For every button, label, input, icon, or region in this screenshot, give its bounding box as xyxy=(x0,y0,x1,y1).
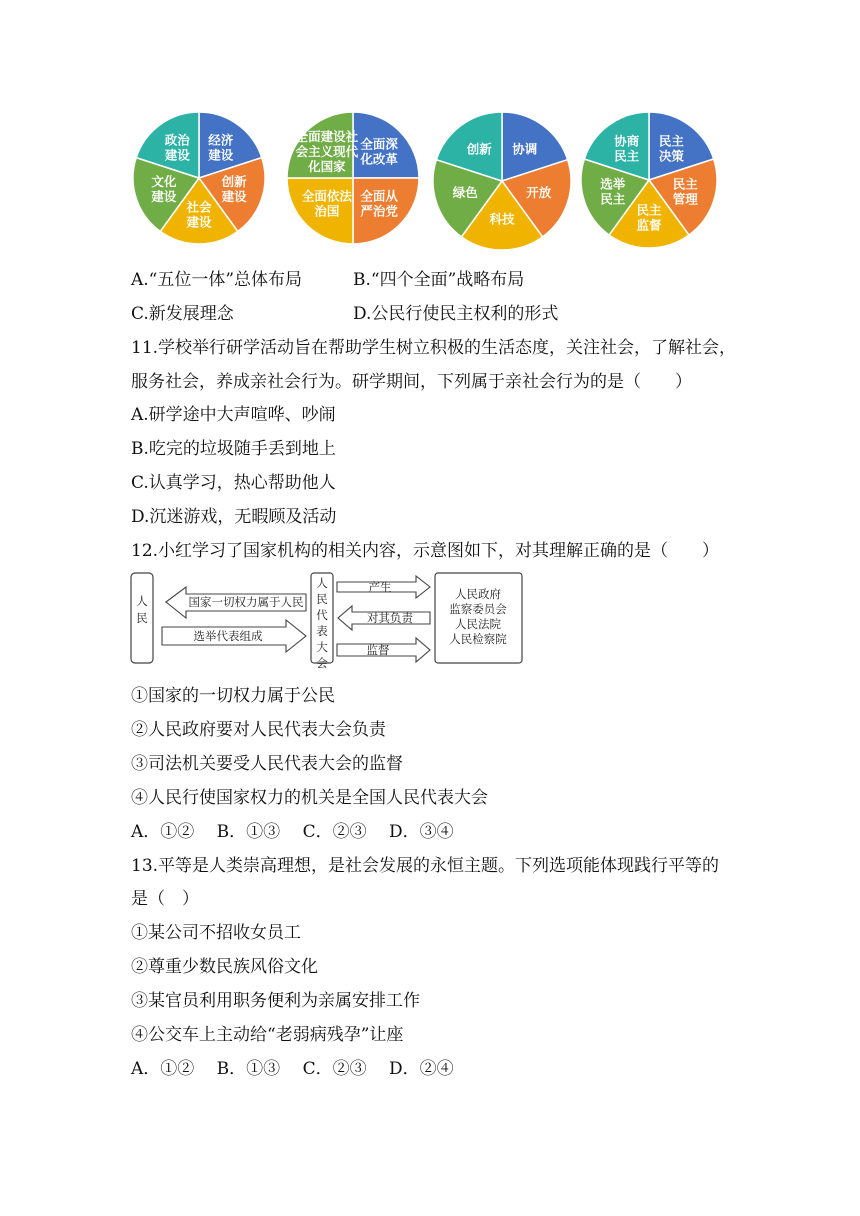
q12-stem: 12.小红学习了国家机构的相关内容，示意图如下，对其理解正确的是（ ） xyxy=(131,541,720,561)
pie-slice-label: 文化 xyxy=(151,173,177,189)
q12-answer-options: A．①② B．①③ C．②③ D．③④ xyxy=(131,822,454,842)
arrow-responsible-label: 对其负责 xyxy=(367,611,413,625)
congress-char: 大 xyxy=(316,640,328,654)
pie-slice-label: 建设 xyxy=(186,214,212,230)
q13-statement-4: ④公交车上主动给“老弱病残孕”让座 xyxy=(131,1025,404,1045)
people-char-1: 人 xyxy=(136,594,148,608)
pie-slice-label: 民主 xyxy=(636,202,662,218)
pie-slice-label: 协商 xyxy=(614,133,640,149)
q13-stem-line1: 13.平等是人类崇高理想，是社会发展的永恒主题。下列选项能体现践行平等的 xyxy=(131,856,720,876)
pie-slice-label: 选举 xyxy=(600,176,626,192)
pie-slice-label: 建设 xyxy=(151,188,177,204)
pie-slice-label: 会主义现代 xyxy=(295,143,359,159)
pie-slice-label: 全面深 xyxy=(360,136,398,152)
pie-slice-label: 建设 xyxy=(164,147,190,163)
people-char-2: 民 xyxy=(136,611,148,625)
pie-slice-label: 社会 xyxy=(186,199,212,215)
q10-option-b: B.“四个全面”战略布局 xyxy=(353,270,525,290)
pie-slice-label: 建设 xyxy=(208,147,234,163)
organ-court: 人民法院 xyxy=(455,617,501,631)
pie-slice-label: 民主 xyxy=(672,176,698,192)
congress-char: 代 xyxy=(316,608,328,622)
pie-slice-label: 协调 xyxy=(512,141,538,157)
pie-chart-group xyxy=(128,110,728,255)
pie-slice-label: 管理 xyxy=(672,191,698,207)
q12-statement-4: ④人民行使国家权力的机关是全国人民代表大会 xyxy=(131,788,488,808)
arrow-supervise-label: 监督 xyxy=(366,643,390,657)
congress-char: 民 xyxy=(316,592,328,606)
q10-option-a: A.“五位一体”总体布局 xyxy=(131,270,303,290)
congress-char: 会 xyxy=(316,656,328,670)
pie-slice-label: 经济 xyxy=(208,132,234,148)
pie-slice-label: 绿色 xyxy=(452,184,478,200)
pie-slice-label: 民主 xyxy=(614,148,640,164)
q13-statement-3: ③某官员利用职务便利为亲属安排工作 xyxy=(131,991,420,1011)
pie-slice-label: 化国家 xyxy=(308,158,346,174)
pie-new-development-concept xyxy=(432,110,572,252)
q11-option-d: D.沉迷游戏，无暇顾及活动 xyxy=(131,507,337,527)
pie-slice-label: 决策 xyxy=(658,148,684,164)
q13-answer-options: A．①② B．①③ C．②③ D．②④ xyxy=(131,1059,454,1079)
arrow-produce-label: 产生 xyxy=(368,580,392,594)
q10-option-d: D.公民行使民主权利的形式 xyxy=(353,304,559,324)
q12-statement-3: ③司法机关要受人民代表大会的监督 xyxy=(131,754,403,774)
pie-slice-label: 全面从 xyxy=(360,188,398,204)
congress-char: 表 xyxy=(316,624,328,638)
pie-four-comprehensives xyxy=(286,110,420,246)
pie-slice-label: 科技 xyxy=(489,211,515,227)
organ-government: 人民政府 xyxy=(455,587,501,601)
pie-four-comprehensives-svg xyxy=(286,110,420,246)
q10-option-c: C.新发展理念 xyxy=(131,304,234,324)
q11-option-a: A.研学途中大声喧哗、吵闹 xyxy=(131,405,336,425)
q11-stem-line1: 11.学校举行研学活动旨在帮助学生树立积极的生活态度，关注社会，了解社会， xyxy=(131,338,737,358)
q11-option-b: B.吃完的垃圾随手丢到地上 xyxy=(131,439,336,459)
pie-democratic-rights-svg xyxy=(580,110,718,250)
congress-char: 人 xyxy=(316,576,328,590)
q10-options-row1 xyxy=(131,270,524,290)
pie-slice-label: 民主 xyxy=(600,191,626,207)
pie-slice-label: 开放 xyxy=(526,184,552,200)
q13-statement-2: ②尊重少数民族风俗文化 xyxy=(131,957,318,977)
q13-statement-1: ①某公司不招收女员工 xyxy=(131,923,301,943)
pie-slice-label: 监督 xyxy=(636,217,662,233)
pie-slice-label: 严治党 xyxy=(360,203,398,219)
q11-option-c: C.认真学习，热心帮助他人 xyxy=(131,473,336,493)
organ-procuratorate: 人民检察院 xyxy=(449,632,507,646)
pie-slice-label: 全面建设社 xyxy=(295,128,359,144)
pie-slice-label: 建设 xyxy=(221,188,247,204)
q10-options-row2 xyxy=(131,304,558,324)
q12-statement-1: ①国家的一切权力属于公民 xyxy=(131,686,335,706)
pie-slice-label: 创新 xyxy=(221,173,247,189)
q11-stem-line2: 服务社会，养成亲社会行为。研学期间，下列属于亲社会行为的是（ ） xyxy=(131,372,692,392)
arrow-power-label: 国家一切权力属于人民 xyxy=(188,595,304,609)
q12-statement-2: ②人民政府要对人民代表大会负责 xyxy=(131,720,386,740)
pie-democratic-rights xyxy=(580,110,718,250)
pie-slice-label: 化改革 xyxy=(360,151,398,167)
pie-slice-label: 政治 xyxy=(164,132,190,148)
arrow-elect-label: 选举代表组成 xyxy=(193,629,263,643)
pie-slice-label: 创新 xyxy=(466,141,492,157)
state-organs-diagram xyxy=(128,570,528,670)
pie-slice-label: 治国 xyxy=(314,203,340,219)
pie-new-development-svg xyxy=(432,110,572,252)
pie-slice-label: 民主 xyxy=(658,133,684,149)
pie-five-in-one xyxy=(132,110,266,246)
q13-stem-line2: 是（ ） xyxy=(131,889,199,909)
pie-five-in-one-svg xyxy=(132,110,266,246)
pie-slice-label: 全面依法 xyxy=(301,188,352,204)
organ-supervisory-commission: 监察委员会 xyxy=(449,602,507,616)
